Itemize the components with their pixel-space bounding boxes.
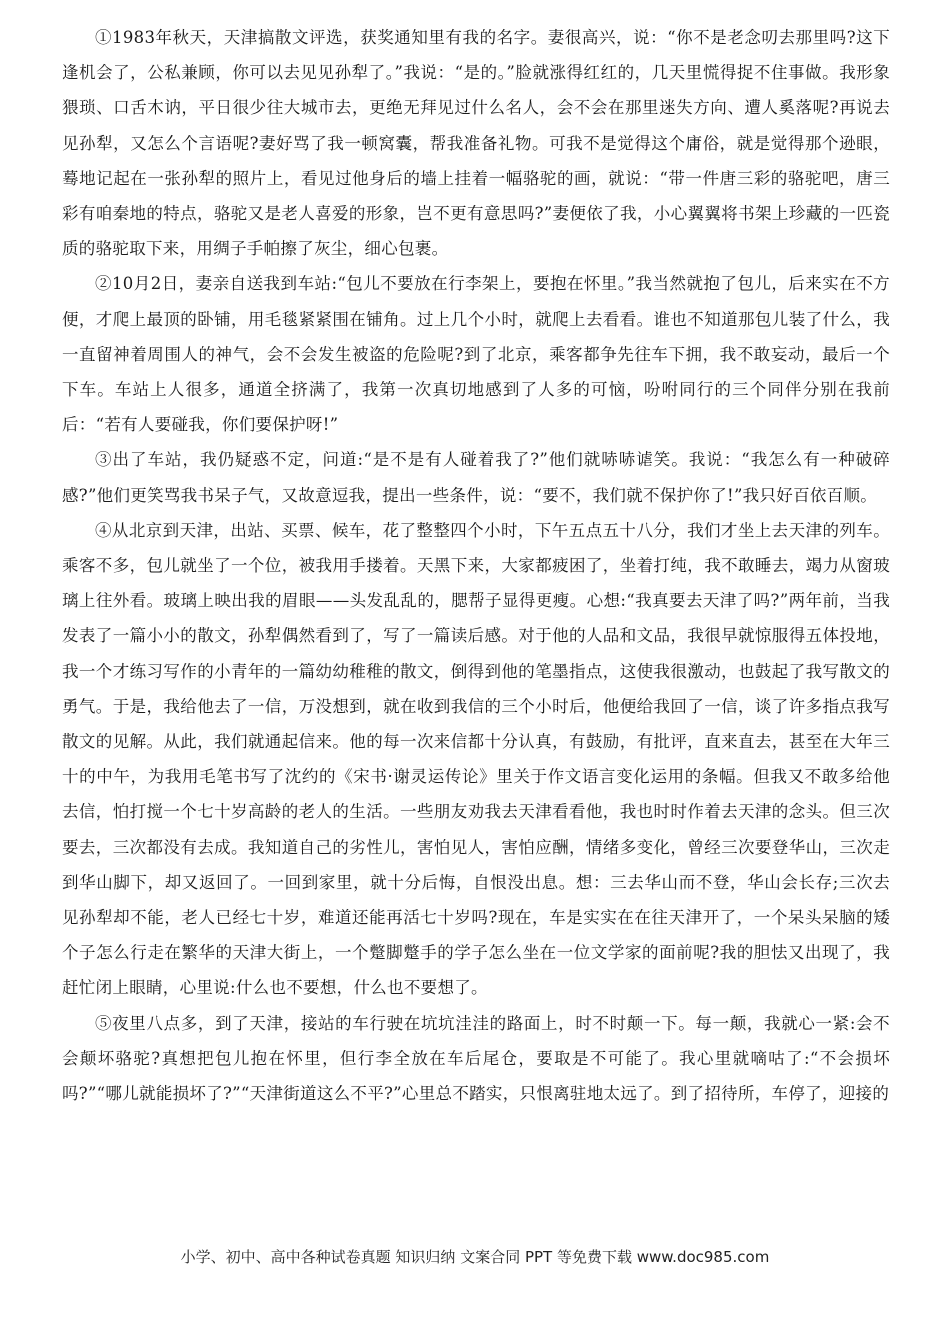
paragraph-3: ③出了车站，我仍疑惑不定，问道:“是不是有人碰着我了?”他们就哧哧谑笑。我说：“我怎么有一种破碎感?”他们更笑骂我书呆子气，又故意逗我，提出一些条件，说：“要不，我们就不保护你了!”我只好百依百顺。 [62,450,890,505]
paragraph-2: ②10月2日，妻亲自送我到车站:“包儿不要放在行李架上，要抱在怀里。”我当然就抱了包儿，后来实在不方便，才爬上最顶的卧铺，用毛毯紧紧围在铺角。过上几个小时，就爬上去看看。谁也不知道那包儿装了什么，我一直留神着周围人的神气，会不会发生被盗的危险呢?到了北京，乘客都争先往车下拥，我不敢妄动，最后一个下车。车站上人很多，通道全挤满了，我第一次真切地感到了人多的可恼，吩咐同行的三个同伴分别在我前后：“若有人要碰我，你们要保护呀!” [62,274,890,435]
paragraph-5: ⑤夜里八点多，到了天津，接站的车行驶在坑坑洼洼的路面上，时不时颠一下。每一颠，我就心一紧:会不会颠坏骆驼?真想把包儿抱在怀里，但行李全放在车后尾仓，要取是不可能了。我心里就嘀咕了:“不会损坏吗?”“哪儿就能损坏了?”“天津街道这么不平?”心里总不踏实，只恨离驻地太远了。到了招待所，车停了，迎接的 [62,1013,890,1104]
paragraph-4: ④从北京到天津，出站、买票、候车，花了整整四个小时，下午五点五十八分，我们才坐上去天津的列车。乘客不多，包儿就坐了一个位，被我用手搂着。天黑下来，大家都疲困了，坐着打纯，我不敢睡去，竭力从窗玻璃上往外看。玻璃上映出我的眉眼——头发乱乱的，腮帮子显得更瘦。心想:“我真要去天津了吗?”两年前，当我发表了一篇小小的散文，孙犁偶然看到了，写了一篇读后感。对于他的人品和文品，我很早就惊服得五体投地，我一个才练习写作的小青年的一篇幼幼稚稚的散文，倒得到他的笔墨指点，这使我很激动，也鼓起了我写散文的勇气。于是，我给他去了一信，万没想到，就在收到我信的三个小时后，他便给我回了一信，谈了许多指点我写散文的见解。从此，我们就通起信来。他的每一次来信都十分认真，有鼓励，有批评，直来直去，甚至在大年三十的中午，为我用毛笔书写了沈约的《宋书·谢灵运传论》里关于作文语言变化运用的条幅。但我又不敢多给他去信，怕打搅一个七十岁高龄的老人的生活。一些朋友劝我去天津看看他，我也时时作着去天津的念头。但三次要去，三次都没有去成。我知道自己的劣性儿，害怕见人，害怕应酬，情绪多变化，曾经三次要登华山，三次走到华山脚下，却又返回了。一回到家里，就十分后悔，自恨没出息。想：三去华山而不登，华山会长存;三次去见孙犁却不能，老人已经七十岁，难道还能再活七十岁吗?现在，车是实实在在往天津开了，一个呆头呆脑的矮个子怎么行走在繁华的天津大街上，一个蹩脚蹩手的学子怎么坐在一位文学家的面前呢?我的胆怯又出现了，我赶忙闭上眼睛，心里说:什么也不要想，什么也不要想了。 [62,520,890,998]
page-footer: 小学、初中、高中各种试卷真题 知识归纳 文案合同 PPT 等免费下载 www.doc985.com [180,1248,770,1266]
document-body [62,20,890,1111]
paragraph-1: ①1983年秋天，天津搞散文评选，获奖通知里有我的名字。妻很高兴，说：“你不是老念叨去那里吗?这下逢机会了，公私兼顾，你可以去见见孙犁了。”我说：“是的。”脸就涨得红红的，几天里慌得捉不住事做。我形象猥琐、口舌木讷，平日很少往大城市去，更绝无拜见过什么名人，会不会在那里迷失方向、遭人奚落呢?再说去见孙犁，又怎么个言语呢?妻好骂了我一顿窝囊，帮我准备礼物。可我不是觉得这个庸俗，就是觉得那个逊眼，蓦地记起在一张孙犁的照片上，看见过他身后的墙上挂着一幅骆驼的画，就说：“带一件唐三彩的骆驼吧，唐三彩有咱秦地的特点，骆驼又是老人喜爱的形象，岂不更有意思吗?”妻便依了我，小心翼翼将书架上珍藏的一匹瓷质的骆驼取下来，用绸子手帕擦了灰尘，细心包裹。 [62,28,890,259]
